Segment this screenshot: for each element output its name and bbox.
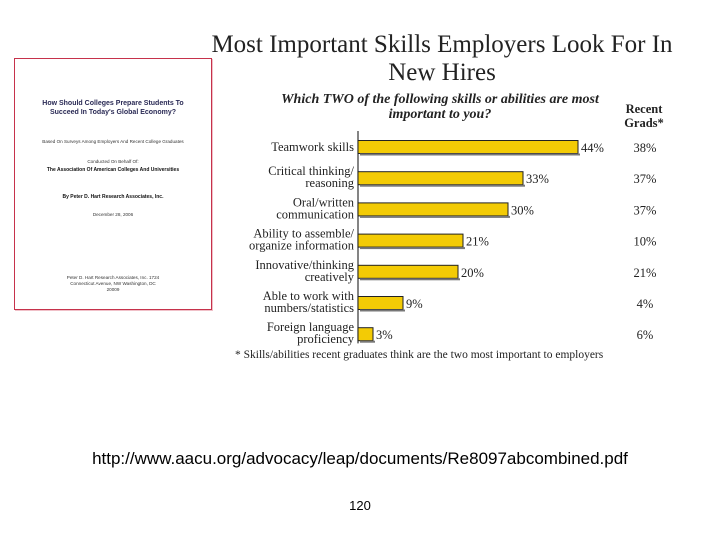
bar <box>358 172 523 185</box>
chart-subtitle: Which TWO of the following skills or abilities are most important to you? <box>281 92 599 122</box>
bar <box>358 297 403 310</box>
recent-grads-value: 21% <box>633 265 657 280</box>
category-label: Able to work with numbers/statistics <box>262 289 354 315</box>
recent-grads-header: Recent Grads* <box>624 102 664 130</box>
bar-shadow <box>360 185 525 187</box>
recent-grads-value: 38% <box>633 141 657 155</box>
recent-grads-value: 10% <box>633 234 657 249</box>
bar <box>358 234 463 247</box>
bar <box>358 328 373 341</box>
bar-shadow <box>360 216 510 218</box>
bar <box>358 265 458 278</box>
bar <box>358 141 578 154</box>
category-label: Ability to assemble/ organize information <box>249 226 354 253</box>
cover-basis: Based On Surveys Among Employers And Recent College Graduates <box>42 139 184 144</box>
bar-value-label: 21% <box>466 234 489 249</box>
cover-address: Peter D. Hart Research Associates, Inc. 1724 Connecticut Avenue, NW Washington, DC 20009 <box>66 275 160 292</box>
cover-firm: By Peter D. Hart Research Associates, Inc. <box>62 194 164 200</box>
bar-value-label: 9% <box>406 297 423 311</box>
category-label: Teamwork skills <box>271 140 354 154</box>
cover-title: How Should Colleges Prepare Students To Succeed In Today's Global Economy? <box>42 100 184 116</box>
bar-value-label: 20% <box>461 265 484 280</box>
page-number: 120 <box>349 498 371 513</box>
bar-shadow <box>360 247 465 249</box>
cover-org: The Association Of American Colleges And Universities <box>46 167 180 173</box>
source-url[interactable]: http://www.aacu.org/advocacy/leap/documents/Re8097abcombined.pdf <box>92 449 628 468</box>
bar-value-label: 44% <box>581 141 604 155</box>
cover-date: December 28, 2006 <box>92 212 134 217</box>
recent-grads-value: 37% <box>633 172 657 187</box>
recent-grads-value: 6% <box>636 328 654 343</box>
bar-shadow <box>360 310 405 312</box>
chart-title: Most Important Skills Employers Look For In New Hires <box>211 31 673 86</box>
bar-value-label: 3% <box>376 328 393 343</box>
cover-conducted: Conducted On Behalf Of: <box>87 159 139 164</box>
category-label: Foreign language proficiency <box>266 320 354 347</box>
recent-grads-value: 37% <box>633 203 657 218</box>
bar <box>358 203 508 216</box>
bar-value-label: 33% <box>526 172 549 187</box>
bar-shadow <box>360 154 580 156</box>
bar-shadow <box>360 341 375 343</box>
chart-footnote: * Skills/abilities recent graduates think are the two most important to employers <box>235 349 604 361</box>
category-label: Oral/written communication <box>276 195 354 222</box>
recent-grads-value: 4% <box>636 297 654 311</box>
category-label: Innovative/thinking creatively <box>255 257 354 284</box>
category-label: Critical thinking/ reasoning <box>268 164 354 191</box>
bar-shadow <box>360 278 460 280</box>
bar-value-label: 30% <box>511 203 534 218</box>
